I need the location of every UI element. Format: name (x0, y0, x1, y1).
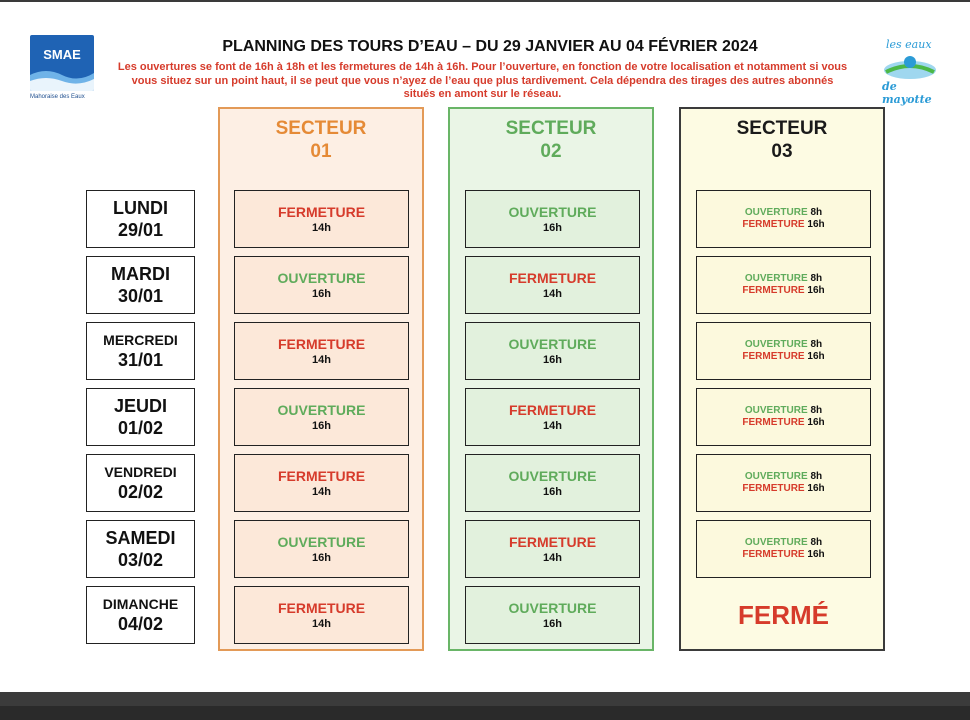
status-label: FERMETURE (277, 599, 366, 616)
status-label: OUVERTURE (508, 335, 597, 352)
open-time: 8h (810, 537, 823, 548)
time-label: 16h (312, 419, 331, 432)
schedule-cell-s2 (465, 586, 640, 644)
status-label: FERMETURE (277, 203, 366, 220)
schedule-cell-s2 (465, 454, 640, 512)
open-time: 8h (810, 471, 823, 482)
open-label: OUVERTURE (744, 273, 808, 284)
schedule-cell-s2 (465, 520, 640, 578)
close-line (697, 417, 870, 429)
status-label: OUVERTURE (508, 203, 597, 220)
close-label: FERMETURE (742, 285, 805, 296)
close-line (697, 219, 870, 231)
day-label (86, 388, 195, 446)
smae-logo (30, 35, 98, 105)
day-name: MERCREDI (103, 332, 178, 348)
close-label: FERMETURE (742, 351, 805, 362)
day-label (86, 322, 195, 380)
sector-number: 02 (540, 141, 562, 162)
status-label: OUVERTURE (508, 599, 597, 616)
schedule-cell-s1 (234, 388, 409, 446)
close-time: 16h (807, 219, 825, 230)
sector-02-header (450, 117, 652, 163)
day-name: JEUDI (113, 396, 167, 416)
open-label: OUVERTURE (744, 405, 808, 416)
sector-label: SECTEUR (736, 118, 828, 139)
bottom-bar-inner (0, 706, 970, 720)
open-line (697, 207, 870, 219)
schedule-cell-s1 (234, 586, 409, 644)
sector-01-header (220, 117, 422, 163)
water-drop-icon (880, 52, 940, 82)
closed-label: FERMÉ (738, 600, 829, 630)
close-time: 16h (807, 549, 825, 560)
time-label: 14h (312, 353, 331, 366)
time-label: 16h (543, 617, 562, 630)
day-date: 31/01 (117, 350, 164, 370)
day-label (86, 190, 195, 248)
eaux-mayotte-logo (876, 38, 942, 106)
sector-number: 01 (310, 141, 332, 162)
day-name: SAMEDI (105, 528, 176, 548)
schedule-cell-s1 (234, 256, 409, 314)
open-line (697, 471, 870, 483)
sector-03-header (681, 117, 883, 163)
day-name: VENDREDI (104, 464, 177, 480)
smae-wave-icon (30, 35, 94, 91)
smae-logo-box (30, 35, 94, 91)
page-title: PLANNING DES TOURS D’EAU – DU 29 JANVIER AU 04 FÉVRIER 2024 (222, 38, 758, 55)
schedule-cell-s2 (465, 190, 640, 248)
schedule-cell-s1 (234, 190, 409, 248)
day-name: LUNDI (113, 198, 168, 218)
open-line (697, 339, 870, 351)
schedule-cell-s1 (234, 322, 409, 380)
time-label: 14h (312, 617, 331, 630)
day-date: 02/02 (117, 482, 164, 502)
sector-label: SECTEUR (505, 118, 597, 139)
status-label: FERMETURE (508, 533, 597, 550)
schedule-cell-s2 (465, 256, 640, 314)
time-label: 16h (543, 353, 562, 366)
time-label: 14h (312, 221, 331, 234)
close-label: FERMETURE (742, 219, 805, 230)
status-label: FERMETURE (277, 335, 366, 352)
close-time: 16h (807, 417, 825, 428)
day-date: 29/01 (117, 220, 164, 240)
status-label: OUVERTURE (277, 533, 366, 550)
time-label: 14h (312, 485, 331, 498)
day-date: 30/01 (117, 286, 164, 306)
close-label: FERMETURE (742, 549, 805, 560)
status-label: FERMETURE (277, 467, 366, 484)
time-label: 16h (543, 221, 562, 234)
schedule-cell-s1 (234, 520, 409, 578)
schedule-cell-s3 (696, 454, 871, 512)
schedule-cell-s3 (696, 190, 871, 248)
sector-label: SECTEUR (275, 118, 367, 139)
schedule-cell-s3 (696, 256, 871, 314)
close-label: FERMETURE (742, 417, 805, 428)
status-label: FERMETURE (508, 401, 597, 418)
schedule-cell-s3 (696, 322, 871, 380)
time-label: 14h (543, 419, 562, 432)
eaux-logo-line2: de mayotte (882, 80, 932, 106)
open-time: 8h (810, 273, 823, 284)
page-subtitle: Les ouvertures se font de 16h à 18h et les fermetures de 14h à 16h. Pour l’ouverture, en fonction de votre localisation et notamment si vous vous situez sur un point haut, il se peut que vous n’ayez de l’eau que plus tardivement. Cela dépendra des tirages des autres abonnés situés en amont sur le réseau. (117, 61, 848, 100)
sector-number: 03 (771, 141, 793, 162)
status-label: OUVERTURE (277, 401, 366, 418)
smae-logo-caption: Mahoraise des Eaux (30, 94, 85, 100)
schedule-cell-s3 (696, 388, 871, 446)
day-label (86, 586, 195, 644)
close-line (697, 285, 870, 297)
day-date: 04/02 (117, 614, 164, 634)
close-time: 16h (807, 285, 825, 296)
open-line (697, 273, 870, 285)
time-label: 16h (312, 287, 331, 300)
day-label (86, 454, 195, 512)
open-label: OUVERTURE (744, 207, 808, 218)
open-line (697, 405, 870, 417)
schedule-cell-s2 (465, 388, 640, 446)
close-line (697, 351, 870, 363)
open-label: OUVERTURE (744, 339, 808, 350)
open-line (697, 537, 870, 549)
day-name: DIMANCHE (102, 596, 179, 612)
time-label: 16h (312, 551, 331, 564)
day-date: 03/02 (117, 550, 164, 570)
time-label: 16h (543, 485, 562, 498)
close-line (697, 549, 870, 561)
top-border (0, 0, 970, 2)
day-name: MARDI (111, 264, 170, 284)
open-label: OUVERTURE (744, 471, 808, 482)
day-label (86, 256, 195, 314)
eaux-logo-line1: les eaux (886, 38, 932, 51)
schedule-cell-s3 (696, 520, 871, 578)
time-label: 14h (543, 287, 562, 300)
day-date: 01/02 (117, 418, 164, 438)
close-time: 16h (807, 483, 825, 494)
close-time: 16h (807, 351, 825, 362)
status-label: OUVERTURE (277, 269, 366, 286)
close-line (697, 483, 870, 495)
schedule-cell-s2 (465, 322, 640, 380)
status-label: FERMETURE (508, 269, 597, 286)
time-label: 14h (543, 551, 562, 564)
day-label (86, 520, 195, 578)
open-label: OUVERTURE (744, 537, 808, 548)
open-time: 8h (810, 339, 823, 350)
smae-logo-name: SMAE (43, 47, 81, 62)
open-time: 8h (810, 405, 823, 416)
open-time: 8h (810, 207, 823, 218)
schedule-cell-s1 (234, 454, 409, 512)
status-label: OUVERTURE (508, 467, 597, 484)
close-label: FERMETURE (742, 483, 805, 494)
